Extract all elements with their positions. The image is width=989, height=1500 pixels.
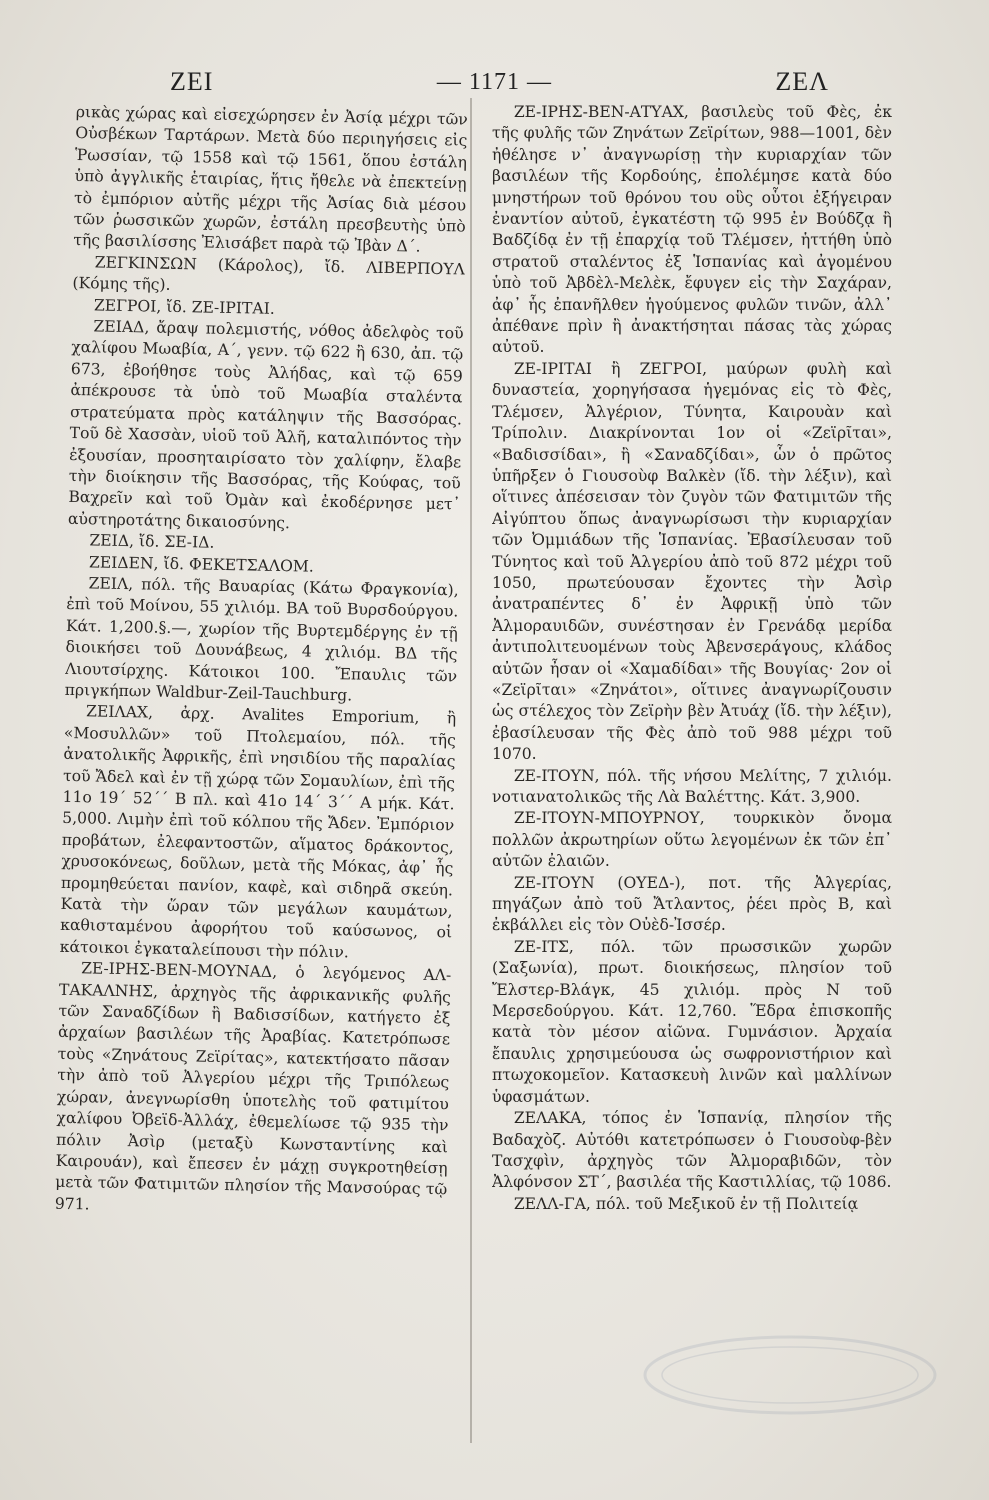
header-right-keyword: ΖΕΛ — [775, 67, 829, 96]
library-watermark-stamp — [640, 1330, 940, 1420]
left-column — [50, 102, 468, 1449]
entry-paragraph: ΖΕΙΛ, πόλ. τῆς Βαυαρίας (Κάτω Φραγκονία), ἐπὶ τοῦ Μοίνου, 55 χιλιόμ. ΒΑ τοῦ Βυρσδούργου. Κάτ. 1,200.§.—, χωρίον τῆς Βυρτεμδέργης ἐν τῇ διοικήσει τοῦ Δουνάβεως, 4 χιλιόμ. ΒΔ τῆς Λιουτσίρχης. Κάτοικοι 100. Ἔπαυλις τῶν πριγκήπων Waldbur-Zeil-Tauchburg. — [64, 574, 459, 705]
entry-paragraph: ΖΕΙΔ, ἴδ. ΣΕ-ΙΔ. — [89, 531, 215, 552]
entry-paragraph: ΖΕΛΑΚΑ, τόπος ἐν Ἱσπανίᾳ, πλησίον τῆς Βαδαχὸζ. Αὐτόθι κατετρόπωσεν ὁ Γιουσοὺφ-βὲν Τασχφὶν, ἀρχηγὸς τῶν Ἀλμοραβιδῶν, τὸν Ἀλφόνσον ΣΤ΄, βασιλέα τῆς Καστιλλίας, τῷ 1086. — [492, 1109, 892, 1192]
entry-paragraph: ΖΕ-ΙΡΗΣ-ΒΕΝ-ΜΟΥΝΑΔ, ὁ λεγόμενος ΑΛ-ΤΑΚΑΛΝΗΣ, ἀρχηγὸς τῆς ἀφρικανικῆς φυλῆς τῶν Σαναδζίδων ἢ Βαδισσίδων, κατήγετο ἐξ ἀρχαίων βασιλέων τῆς Ἀραβίας. Κατετρόπωσε τοὺς «Ζηνάτους Ζεϊρίτας», κατεκτήσατο πᾶσαν τὴν ἀπὸ τοῦ Ἀλγερίου μέχρι τῆς Τριπόλεως χώραν, ἀνεγνωρίσθη ὑποτελὴς τοῦ φατιμίτου χαλίφου Ὀβεϊδ-Ἀλλάχ, ἐθεμελίωσε τῷ 935 τὴν πόλιν Ἀσὶρ (μεταξὺ Κωνσταντίνης καὶ Καιρουάν), καὶ ἔπεσεν ἐν μάχῃ συγκροτηθείσῃ μετὰ τῶν Φατιμιτῶν πλησίον τῆς Μανσούρας τῷ 971. — [54, 959, 452, 1214]
page-number: — 1171 — — [436, 68, 552, 95]
page-header — [170, 62, 829, 102]
entry-paragraph: ΖΕ-ΙΤΣ, πόλ. τῶν πρωσσικῶν χωρῶν (Σαξωνία), πρωτ. διοικήσεως, πλησίον τοῦ Ἔλστερ-Βλάγκ, 45 χιλιόμ. πρὸς Ν τοῦ Μερσεδούργου. Κάτ. 12,760. Ἕδρα ἐπισκοπῆς κατὰ τὸν μέσον αἰῶνα. Γυμνάσιον. Ἀρχαία ἔπαυλις χρησιμεύουσα ὡς σωφρονιστήριον καὶ πτωχοκομεῖον. Κατασκευὴ λινῶν καὶ μαλλίνων ὑφασμάτων. — [492, 937, 892, 1106]
entry-paragraph: ΖΕ-ΙΤΟΥΝ, πόλ. τῆς νήσου Μελίτης, 7 χιλιόμ. νοτιανατολικῶς τῆς Λὰ Βαλέττης. Κάτ. 3,900. — [492, 766, 892, 806]
entry-paragraph: ΖΕΙΑΔ, ἄραψ πολεμιστής, νόθος ἀδελφὸς τοῦ χαλίφου Μωαβία, Α΄, γενν. τῷ 622 ἢ 630, ἀπ. τῷ 673, ἐβοήθησε τοὺς Ἀλήδας, καὶ τῷ 659 ἀπέκρουσε τὰ ὑπὸ τοῦ Μωαβία σταλέντα στρατεύματα πρὸς κατάληψιν τῆς Βασσόρας. Τοῦ δὲ Χασσὰν, υἱοῦ τοῦ Ἀλῆ, καταλιπόντος τὴν ἐξουσίαν, προσηταιρίσατο τὸν χαλίφην, ἔλαβε τὴν διοίκησιν τῆς Βασσόρας, τῆς Κούφας, τοῦ Βαχρεῖν καὶ τοῦ Ὀμὰν καὶ ἐκοδέρνησε μετ᾽ αὐστηροτάτης δικαιοσύνης. — [67, 317, 464, 532]
entry-paragraph: ΖΕΛΛ-ΓΑ, πόλ. τοῦ Μεξικοῦ ἐν τῇ Πολιτείᾳ — [513, 1194, 859, 1213]
right-column — [492, 102, 892, 1442]
header-left-keyword: ZEI — [170, 67, 214, 96]
entry-paragraph: ρικὰς χώρας καὶ εἰσεχώρησεν ἐν Ἀσίᾳ μέχρι τῶν Οὐσβέκων Ταρτάρων. Μετὰ δύο περιηγήσεις εἰς Ῥωσσίαν, τῷ 1558 καὶ τῷ 1561, ὅπου ἐστάλη ὑπὸ ἀγγλικῆς ἑταιρίας, ἥτις ἤθελε νὰ ἐπεκτείνῃ τὸ ἐμπόριον αὐτῆς μέχρι τῆς Ἀσίας διὰ μέσου τῶν ῥωσσικῶν χωρῶν, ἐστάλη πρεσβευτὴς ὑπὸ τῆς βασιλίσσης Ἐλισάβετ παρὰ τῷ Ἰβὰν Δ΄. — [73, 102, 468, 257]
entry-paragraph: ΖΕ-ΙΤΟΥΝ (ΟΥΕΔ-), ποτ. τῆς Ἀλγερίας, πηγάζων ἀπὸ τοῦ Ἄτλαντος, ῥέει πρὸς Β, καὶ ἐκβάλλει εἰς τὸν Οὐὲδ-Ἰσσέρ. — [492, 873, 892, 935]
entry-paragraph: ΖΕΙΛΑΧ, ἀρχ. Avalites Emporium, ἢ «Μοσυλλῶν» τοῦ Πτολεμαίου, πόλ. τῆς ἀνατολικῆς Ἀφρικῆς, ἐπὶ νησιδίου τῆς παραλίας τοῦ Ἄδελ καὶ ἐν τῇ χώρᾳ τῶν Σομαυλίων, ἐπὶ τῆς 11ο 19΄ 52΄΄ Β πλ. καὶ 41ο 14΄ 3΄΄ Α μήκ. Κάτ. 5,000. Λιμὴν ἐπὶ τοῦ κόλπου τῆς Ἄδεν. Ἐμπόριον προβάτων, ἐλεφαντοστῶν, αἵματος δράκοντος, χρυσοκόνεως, δοῦλων, μετὰ τῆς Μόκας, ἀφ᾽ ἧς προμηθεύεται πανίον, καφὲ, καὶ σιδηρᾶ σκεύη. Κατὰ τὴν ὥραν τῶν μεγάλων καυμάτων, καθισταμένου ἀφορήτου τοῦ καύσωνος, οἱ κάτοικοι ἐγκαταλείπουσι τὴν πόλιν. — [59, 702, 457, 962]
entry-paragraph: ΖΕΓΚΙΝΣΩΝ (Κάρολος), ἴδ. ΛΙΒΕΡΠΟΥΛ (Κόμης τῆς). — [72, 253, 466, 295]
entry-paragraph: ΖΕ-ΙΤΟΥΝ-ΜΠΟΥΡΝΟΥ, τουρκικὸν ὄνομα πολλῶν ἀκρωτηρίων οὕτω λεγομένων ἐκ τῶν ἐπ᾽ αὐτῶν ἐλαιῶν. — [492, 809, 892, 871]
entry-paragraph: ΖΕ-ΙΡΗΣ-ΒΕΝ-ΑΤΥΑΧ, βασιλεὺς τοῦ Φὲς, ἐκ τῆς φυλῆς τῶν Ζηνάτων Ζεϊρίτων, 988—1001, δὲν ἠθέλησε ν᾽ ἀναγνωρίσῃ τὴν κυριαρχίαν τῶν βασιλέων τῆς Κορδούης, ἐπολέμησε κατὰ δύο μνηστήρων τοῦ θρόνου του οὓς οὗτοι ἐξήγειραν ἐναντίον αὐτοῦ, ἐγκατέστη τῷ 995 ἐν Βούδζᾳ ἢ Βαδζίδᾳ ἐν τῇ ἐπαρχίᾳ τοῦ Τλέμσεν, ἡττήθη ὑπὸ στρατοῦ σταλέντος ἐξ Ἱσπανίας καὶ ἀγομένου ὑπὸ τοῦ Ἀβδὲλ-Μελὲκ, ἔφυγεν εἰς τὴν Σαχάραν, ἀφ᾽ ἧς ἐπανῆλθεν ἡγούμενος φυλῶν τινῶν, ἀλλ᾽ ἀπέθανε πρὶν ἢ ἀνακτήσηται πάσας τὰς χώρας αὐτοῦ. — [492, 103, 892, 357]
entry-paragraph: ΖΕΓΡΟΙ, ἴδ. ΖΕ-ΙΡΙΤΑΙ. — [93, 296, 275, 318]
entry-paragraph: ΖΕΙΔΕΝ, ἴδ. ΦΕΚΕΤΣΑΛΟΜ. — [88, 552, 314, 576]
column-divider — [470, 98, 472, 1443]
entry-paragraph: ΖΕ-ΙΡΙΤΑΙ ἢ ΖΕΓΡΟΙ, μαύρων φυλὴ καὶ δυναστεία, χορηγήσασα ἡγεμόνας εἰς τὸ Φὲς, Τλέμσεν, Ἀλγέριον, Τύνητα, Καιρουὰν καὶ Τρίπολιν. Διακρίνονται 1ον οἱ «Ζεϊρῖται», «Βαδισσίδαι», ἢ «Σαναδζίδαι», ὧν ὁ πρῶτος ὑπῆρξεν ὁ Γιουσοὺφ Βαλκὲν (ἴδ. τὴν λέξιν), καὶ οἵτινες ἀπέσεισαν τὸν ζυγὸν τῶν Φατιμιτῶν τῆς Αἰγύπτου ὅπως ἀναγνωρίσωσι τὴν κυριαρχίαν τῶν Ὀμμιάδων τῆς Ἱσπανίας. Ἐβασίλευσαν τοῦ Τύνητος καὶ τοῦ Ἀλγερίου ἀπὸ τοῦ 872 μέχρι τοῦ 1050, πρωτεύουσαν ἔχοντες τὴν Ἀσὶρ ἀνατραπέντες δ᾽ ἐν Ἀφρικῇ ὑπὸ τῶν Ἀλμοραυιδῶν, συνέστησαν ἐν Γρενάδᾳ μερίδα ἀντιπολιτευομένων τοὺς Ἀβενσεράγους, κλάδος αὐτῶν ἦσαν οἱ «Χαμαδίδαι» τῆς Βουγίας· 2ον οἱ «Ζεϊρῖται» «Ζηνάτοι», οἵτινες ἀναγνωρίζουσιν ὡς στέλεχος τὸν Ζεϊρὴν βὲν Ἀτυάχ (ἴδ. τὴν λέξιν), ἐβασίλευσαν τῆς Φὲς ἀπὸ τοῦ 988 μέχρι τοῦ 1070. — [492, 359, 892, 764]
